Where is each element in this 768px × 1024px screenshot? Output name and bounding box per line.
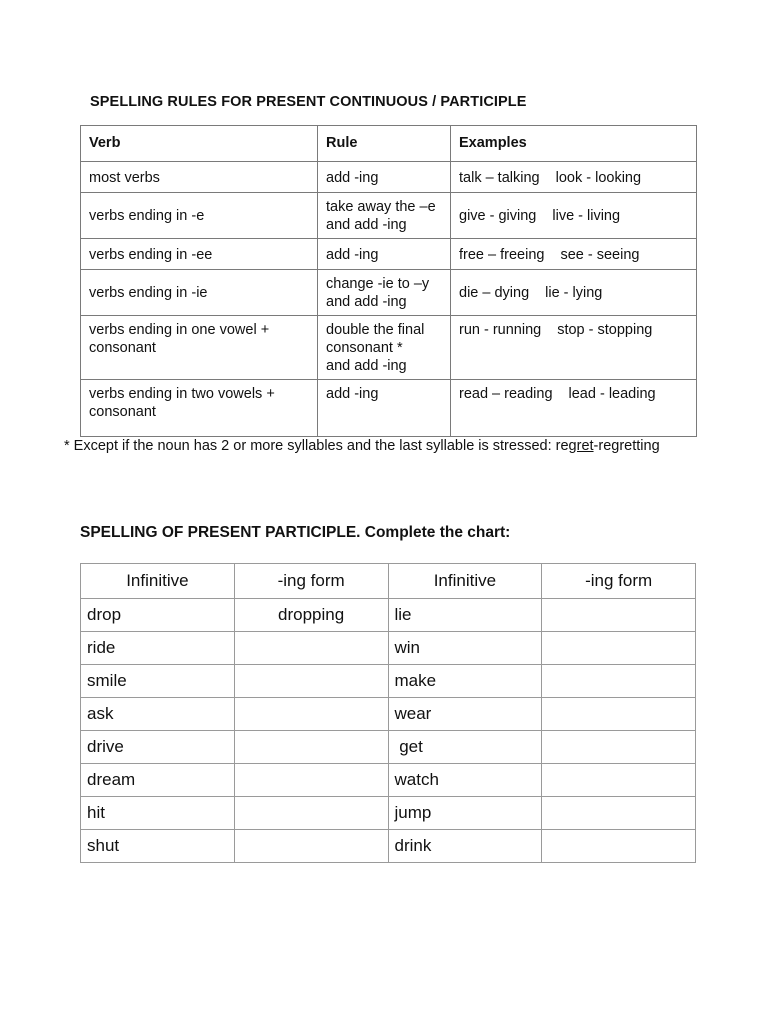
example-2: stop - stopping [557,322,653,338]
examples-cell [451,239,697,270]
rule-line: consonant * [326,340,403,356]
examples-cell [451,316,697,380]
chart-row [81,632,696,665]
infinitive-cell: get [388,731,542,764]
rules-row-ending-ie [81,270,697,316]
footnote-text: * Except if the noun has 2 or more syllables and the last syllable is stressed: re [64,438,569,454]
rules-row-one-vowel [81,316,697,380]
verb-cell: verbs ending in -ee [81,239,318,270]
spelling-rules-table [80,125,697,437]
rules-row-ending-e [81,193,697,239]
rules-title: SPELLING RULES FOR PRESENT CONTINUOUS / PARTICIPLE [90,94,527,110]
ing-form-blank[interactable] [234,797,388,830]
footnote [64,438,660,454]
infinitive-cell: win [388,632,542,665]
examples-cell [451,380,697,437]
infinitive-cell: drink [388,830,542,863]
infinitive-cell: drive [81,731,235,764]
rule-cell [318,316,451,380]
infinitive-cell: wear [388,698,542,731]
header-rule: Rule [318,126,451,162]
example-1: free – freeing [459,246,545,263]
rule-line: take away the –e [326,199,436,215]
rule-line: and add -ing [326,217,407,233]
infinitive-cell: shut [81,830,235,863]
footnote-text-end: -regretting [593,438,660,454]
ing-form-blank[interactable] [542,632,696,665]
example-2: live - living [552,208,621,224]
ing-form-blank[interactable] [542,698,696,731]
example-2: lead - leading [568,386,656,402]
participle-chart [80,563,696,863]
header-infinitive: Infinitive [388,564,542,599]
infinitive-cell: ask [81,698,235,731]
rule-cell [318,380,451,437]
rule-line: double the final [326,322,425,338]
ing-form-blank[interactable] [542,731,696,764]
rule-cell [318,162,451,193]
infinitive-cell: hit [81,797,235,830]
header-ing-form: -ing form [234,564,388,599]
verb-cell: verbs ending in -e [81,193,318,239]
verb-cell: verbs ending in -ie [81,270,318,316]
chart-header-row [81,564,696,599]
rule-line: add -ing [326,386,379,402]
rules-row-ending-ee [81,239,697,270]
infinitive-cell: make [388,665,542,698]
ing-form-blank[interactable] [542,599,696,632]
infinitive-cell: drop [81,599,235,632]
infinitive-cell: jump [388,797,542,830]
verb-line: consonant [89,404,156,420]
chart-row [81,797,696,830]
chart-row [81,698,696,731]
footnote-stressed-syllable: gret [568,438,594,454]
infinitive-cell: lie [388,599,542,632]
ing-form-cell: dropping [234,599,388,632]
example-2: see - seeing [560,246,640,263]
example-1: read – reading [459,386,553,402]
infinitive-cell: smile [81,665,235,698]
example-2: look - looking [555,169,642,186]
ing-form-blank[interactable] [542,830,696,863]
infinitive-cell: watch [388,764,542,797]
header-ing-form: -ing form [542,564,696,599]
examples-cell [451,193,697,239]
rules-header-row [81,126,697,162]
chart-title: SPELLING OF PRESENT PARTICIPLE. Complete the chart: [80,524,511,541]
example-1: give - giving [459,208,537,224]
ing-form-blank[interactable] [542,797,696,830]
rule-line: and add -ing [326,294,407,310]
verb-line: consonant [89,340,156,356]
verb-cell [81,380,318,437]
infinitive-cell: ride [81,632,235,665]
infinitive-cell: dream [81,764,235,797]
examples-cell [451,270,697,316]
verb-line: verbs ending in two vowels + [89,386,275,402]
header-infinitive: Infinitive [81,564,235,599]
examples-cell [451,162,697,193]
chart-row [81,764,696,797]
chart-row [81,830,696,863]
rule-cell [318,239,451,270]
ing-form-blank[interactable] [234,731,388,764]
verb-line: verbs ending in one vowel + [89,322,270,338]
ing-form-blank[interactable] [234,665,388,698]
verb-cell: most verbs [81,162,318,193]
rules-row-two-vowels [81,380,697,437]
header-examples: Examples [451,126,697,162]
ing-form-blank[interactable] [542,665,696,698]
example-1: run - running [459,322,542,338]
example-1: die – dying [459,285,530,301]
rule-line: add -ing [326,246,379,263]
example-2: lie - lying [545,285,603,301]
rule-cell [318,270,451,316]
chart-row [81,599,696,632]
ing-form-blank[interactable] [234,698,388,731]
rules-row-most-verbs [81,162,697,193]
example-1: talk – talking [459,169,540,186]
rule-line: change -ie to –y [326,276,430,292]
verb-cell [81,316,318,380]
ing-form-blank[interactable] [234,632,388,665]
rule-line: and add -ing [326,358,407,374]
header-verb: Verb [81,126,318,162]
rule-cell [318,193,451,239]
chart-row [81,665,696,698]
ing-form-blank[interactable] [542,764,696,797]
rule-line: add -ing [326,169,379,186]
ing-form-blank[interactable] [234,830,388,863]
chart-row [81,731,696,764]
ing-form-blank[interactable] [234,764,388,797]
